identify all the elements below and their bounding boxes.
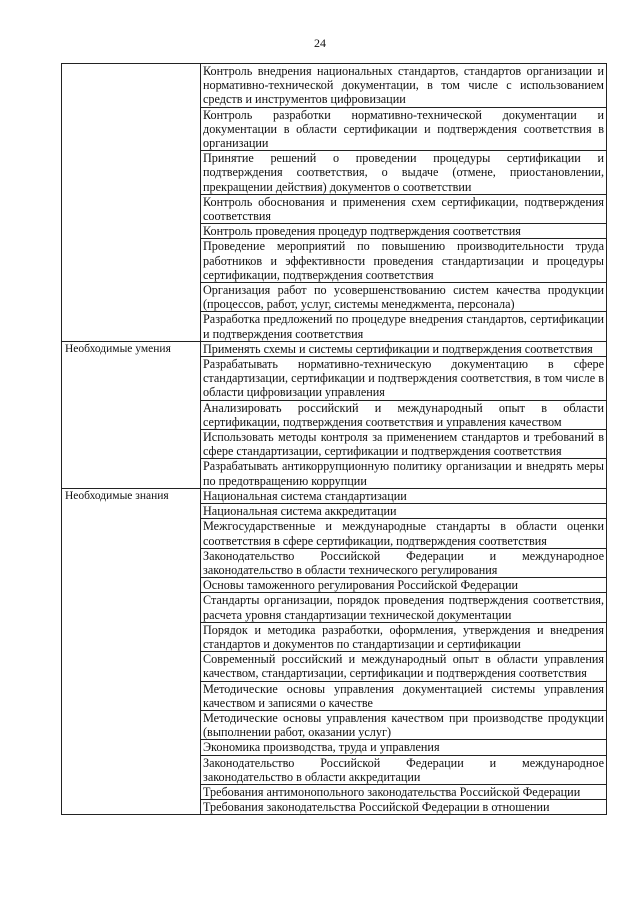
requirement-item: Основы таможенного регулирования Российской Федерации [201, 578, 606, 593]
requirement-item: Разрабатывать антикоррупционную политику организации и внедрять меры по предотвращению коррупции [203, 459, 604, 488]
requirement-item: Применять схемы и системы сертификации и подтверждения соответствия [201, 342, 606, 357]
requirement-item: Законодательство Российской Федерации и международное законодательство в области аккредитации [203, 755, 604, 784]
requirement-item: Методические основы управления документацией системы управления качеством и записями о качестве [203, 681, 604, 710]
section-items [201, 341, 607, 488]
section-items [201, 488, 607, 814]
section-label: Необходимые знания [62, 488, 201, 814]
requirement-item: Контроль обоснования и применения схем сертификации, подтверждения соответствия [203, 194, 604, 224]
requirement-item: Использовать методы контроля за применением стандартов и требований в сфере стандартизации, сертификации и подтверждения соответствия [203, 430, 604, 459]
section-row [62, 341, 607, 488]
requirement-item: Организация работ по усовершенствованию систем качества продукции (процессов, работ, услуг, системы менеджмента, персонала) [203, 283, 604, 312]
requirement-item: Национальная система стандартизации [201, 489, 606, 504]
requirement-item: Требования законодательства Российской Федерации в отношении [203, 800, 550, 815]
section-label: Необходимые умения [62, 341, 201, 488]
requirement-item: Принятие решений о проведении процедуры сертификации и подтверждения соответствия, о выдаче (отмене, приостановлении, прекращении действия) документов о соответствии [203, 151, 604, 194]
requirement-item: Проведение мероприятий по повышению производительности труда работников и эффективности проведения стандартизации и процедуры сертификации, подтверждения соответствия [203, 239, 604, 282]
requirement-item: Методические основы управления качеством при производстве продукции (выполнении работ, оказании услуг) [203, 710, 604, 740]
requirement-item: Национальная система аккредитации [201, 504, 606, 519]
requirement-item: Межгосударственные и международные стандарты в области оценки соответствия в сфере сертификации, подтверждения соответствия [203, 519, 604, 548]
requirement-item: Разработка предложений по процедуре внедрения стандартов, сертификации и подтверждения соответствия [203, 312, 604, 341]
page-number: 24 [314, 36, 326, 50]
requirement-item: Контроль проведения процедур подтверждения соответствия [201, 224, 606, 239]
section-row [62, 488, 607, 814]
requirement-item: Требования антимонопольного законодательства Российской Федерации [201, 785, 606, 800]
requirements-table-body [62, 64, 607, 815]
requirement-item: Контроль разработки нормативно-технической документации и документации в области сертификации и подтверждения соответствия в организации [203, 107, 604, 151]
requirement-item: Порядок и методика разработки, оформления, утверждения и внедрения стандартов и документов по стандартизации и сертификации [203, 622, 604, 651]
requirement-item: Разрабатывать нормативно-техническую документацию в сфере стандартизации, сертификации и подтверждения соответствия, в том числе в области цифровизации управления [203, 357, 604, 400]
requirement-item: Стандарты организации, порядок проведения подтверждения соответствия, расчета уровня стандартизации технической документации [203, 593, 604, 622]
section-label [62, 64, 201, 342]
section-row [62, 64, 607, 342]
section-items [201, 64, 607, 342]
requirement-item: Контроль внедрения национальных стандартов, стандартов организации и нормативно-технической документации, в том числе с использованием средств и инструментов цифровизации [203, 64, 604, 107]
requirement-item: Экономика производства, труда и управления [201, 740, 606, 755]
requirement-item: Анализировать российский и международный опыт в области сертификации, подтверждения соответствия и управления качеством [203, 400, 604, 429]
requirement-item: Законодательство Российской Федерации и международное законодательство в области технического регулирования [203, 548, 604, 577]
requirements-table [61, 63, 607, 815]
requirement-item: Современный российский и международный опыт в области управления качеством, стандартизации, сертификации и подтверждения соответствия [203, 652, 604, 681]
